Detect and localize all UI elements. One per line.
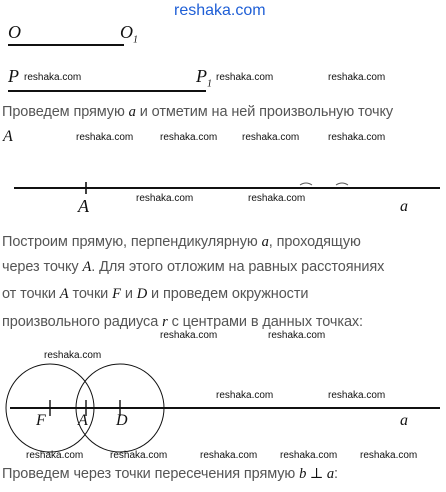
watermark: reshaka.com [328,72,386,83]
watermark: reshaka.com [360,450,418,461]
segment-p [8,90,206,92]
watermark: reshaka.com [160,132,218,143]
watermark: reshaka.com [110,450,168,461]
watermark: reshaka.com [26,450,84,461]
watermark: reshaka.com [44,350,102,361]
watermark: reshaka.com [280,450,338,461]
segment-o [8,44,124,46]
watermark: reshaka.com [328,390,386,401]
paragraph-2-line-1: Построим прямую, перпендикулярную a, проходящую [2,234,361,250]
watermark: reshaka.com [76,132,134,143]
watermark: reshaka.com [200,450,258,461]
figure1-point-label: A [78,196,89,216]
figure2-d-label: D [116,412,128,429]
paragraph-2-line-4: произвольного радиуса r с центрами в данных точках: [2,314,363,330]
figure2-f-label: F [36,412,46,429]
segment-o-end-label: $O_1$ [120,22,138,46]
paragraph-2-line-3: от точки A точки F и D и проведем окружности [2,286,309,302]
segment-p-start-label: P [8,66,19,86]
watermark: reshaka.com [216,390,274,401]
figure-line-a-with-point [0,176,446,200]
paragraph-2-line-2: через точку A. Для этого отложим на равных расстояниях [2,259,385,275]
watermark: reshaka.com [24,72,82,83]
watermark: reshaka.com [242,132,300,143]
figure1-line-label: a [400,198,408,215]
watermark: reshaka.com [268,330,326,341]
watermark: reshaka.com [248,193,306,204]
paragraph-3: Проведем через точки пересечения прямую b ⊥ a: [2,466,338,482]
watermark: reshaka.com [328,132,386,143]
paragraph-1-point: A [3,128,13,145]
watermark: reshaka.com [136,193,194,204]
segment-p-end-label: $P_1$ [196,66,212,90]
line-artifact [300,183,348,185]
figure2-line-label: a [400,412,408,429]
watermark: reshaka.com [216,72,274,83]
watermark: reshaka.com [160,330,218,341]
paragraph-1: Проведем прямую a и отметим на ней произвольную точку [2,104,394,120]
segment-o-start-label: O [8,22,21,42]
figure-circles [0,352,446,464]
site-brand[interactable]: reshaka.com [174,2,266,19]
figure2-a-label: A [78,412,88,429]
